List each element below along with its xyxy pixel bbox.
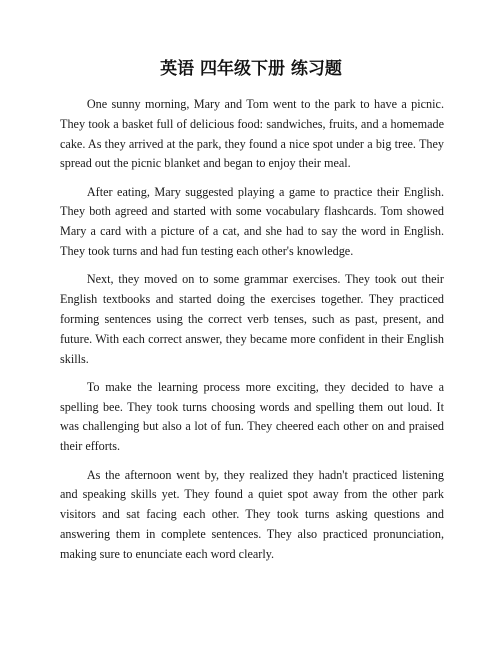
paragraph-3: Next, they moved on to some grammar exercises. They took out their English textbooks and started doing the exercises together. They practiced forming sentences using the correct verb tenses, such as past, present, and future. With each correct answer, they became more confident in their English skills. bbox=[60, 272, 444, 366]
paragraph-5: As the afternoon went by, they realized they hadn't practiced listening and speaking skills yet. They found a quiet spot away from the other park visitors and sat facing each other. They took turns asking questions and answering them in complete sentences. They also practiced pronunciation, making sure to enunciate each word clearly. bbox=[60, 467, 444, 561]
paragraph-2: After eating, Mary suggested playing a game to practice their English. They both agreed and started with some vocabulary flashcards. Tom showed Mary a card with a picture of a cat, and she had to say the word in English. They took turns and had fun testing each other's knowledge. bbox=[60, 184, 444, 259]
paragraph-1: One sunny morning, Mary and Tom went to the park to have a picnic. They took a basket full of delicious food: sandwiches, fruits, and a homemade cake. As they arrived at the park, they found a nice spot under a big tree. They spread out the picnic blanket and began to enjoy their meal. bbox=[60, 97, 444, 171]
paragraph-4: To make the learning process more exciting, they decided to have a spelling bee. They took turns choosing words and spelling them out loud. It was challenging but also a lot of fun. They cheered each other on and praised their efforts. bbox=[60, 379, 444, 454]
document-body bbox=[60, 95, 444, 573]
document-title: 英语 四年级下册 练习题 bbox=[160, 59, 342, 79]
